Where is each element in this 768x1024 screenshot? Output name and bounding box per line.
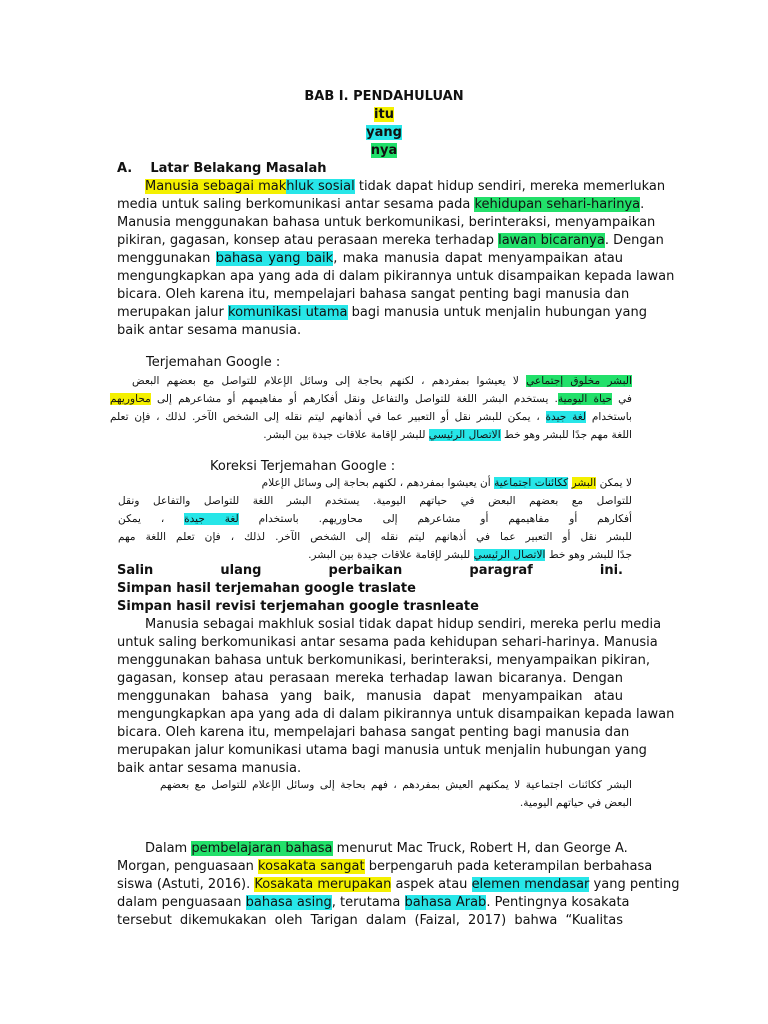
koreksi-ar-line-3 [118,510,632,528]
correction-label: Koreksi Terjemahan Google : [210,459,396,474]
para2-line-5: menggunakan bahasa yang baik, manusia dapat menyampaikan atau [117,689,623,704]
highlight: Manusia sebagai mak [145,179,287,194]
highlight: hluk sosial [286,179,355,194]
highlight: الاتصال الرئيسي [473,549,546,561]
text-run: جدًا للبشر وهو خط [545,549,632,561]
para1-line-1 [117,178,666,196]
instruction-simpan-1: Simpan hasil terjemahan google traslate [117,581,416,596]
text-run: tidak dapat hidup sendiri, mereka memerlukan [354,179,666,194]
para2-line-2: untuk saling berkomunikasi antar sesama pada kehidupan sehari-harinya. Manusia [117,635,658,650]
section-heading [117,160,623,178]
highlight: لغة جيدة [184,513,239,525]
text-run: menurut Mac Truck, Robert H, dan George A. [332,841,628,856]
para1-line-6: mengungkapkan apa yang ada di dalam pikirannya untuk disampaikan kepada lawan [117,269,675,284]
text-run: Morgan, penguasaan [117,859,259,874]
text-run: dalam penguasaan [117,895,246,910]
text-run: , terutama [331,895,405,910]
text-run: . يستخدم البشر اللغة للتواصل والتفاعل ونقل أفكارهم أو مفاهيمهم أو مشاعرهم إلى [150,393,558,405]
instruction-salin: Salin ulang perbaikan paragraf ini. [117,563,623,578]
text-run: media untuk saling berkomunikasi antar sesama pada [117,197,475,212]
para2-line-1: Manusia sebagai makhluk sosial tidak dapat hidup sendiri, mereka perlu media [145,617,662,632]
koreksi-ar-line-1 [261,474,632,492]
highlight: lawan bicaranya [498,233,605,248]
section-heading-text: Latar Belakang Masalah [150,161,327,176]
highlight: البشر [571,477,597,489]
para1-line-8 [117,304,647,322]
highlight: Kosakata merupakan [254,877,392,892]
para3-line-5: tersebut dikemukakan oleh Tarigan dalam (Faizal, 2017) bahwa “Kualitas [117,913,623,928]
para3-line-4 [117,894,630,912]
para2-line-7: bicara. Oleh karena itu, mempelajari bahasa sangat penting bagi manusia dan [117,725,630,740]
para1-line-2 [117,196,645,214]
text-run: berpengaruh pada keterampilan berbahasa [364,859,653,874]
title-word-nya [0,142,768,160]
text-run: لا يمكن [596,477,632,489]
highlight: bahasa yang baik [215,251,334,266]
para2-line-4: gagasan, konsep atau perasaan mereka terhadap lawan bicaranya. Dengan [117,671,623,686]
title-word-itu [0,106,768,124]
highlight: pembelajaran bahasa [191,841,333,856]
final-ar-line-1: البشر ككائنات اجتماعية لا يمكنهم العيش بمفردهم ، فهم بحاجة إلى وسائل الإعلام للتواصل مع بعضهم [160,779,632,791]
highlight: البشر مخلوق إجتماعي [526,375,632,387]
section-letter: A. [117,161,133,176]
highlight: محاوريهم [110,393,151,405]
text-run: . [640,197,645,212]
text-run: yang penting [589,877,680,892]
text-run: . Pentingnya kosakata [486,895,630,910]
para1-line-9: baik antar sesama manusia. [117,323,302,338]
para2-line-8: merupakan jalur komunikasi utama bagi manusia untuk menjalin hubungan yang [117,743,647,758]
text-run: . Dengan [604,233,664,248]
text-run: في [611,393,632,405]
text-run: Dalam [145,841,192,856]
text-run: للبشر لإقامة علاقات جيدة بين البشر. [263,429,429,441]
text-run: merupakan jalur [117,305,229,320]
google-ar-line-3 [110,408,632,426]
text-run: أن يعيشوا بمفردهم ، لكنهم بحاجة إلى وسائل الإعلام [261,477,495,489]
chapter-title: BAB I. PENDAHULUAN [304,89,464,104]
text-run: bagi manusia untuk menjalin hubungan yang [347,305,647,320]
highlight: elemen mendasar [471,877,590,892]
koreksi-ar-line-4: للبشر نقل أو التعبير عما في أذهانهم ليتم نقله إلى الشخص الآخر. لذلك ، فإن تعلم اللغة مهم [118,531,632,543]
text-run: , maka manusia dapat menyampaikan atau [333,251,623,266]
text-run: ، يمكن للبشر نقل أو التعبير عما في أذهانهم ليتم نقله إلى الشخص الآخر. لذلك ، فإن تعلم [110,411,546,423]
para1-line-5 [117,250,623,268]
google-translation-label: Terjemahan Google : [146,355,281,370]
final-ar-line-2: البعض في حياتهم اليومية. [519,797,632,809]
google-ar-line-2 [110,390,632,408]
highlight: itu [374,107,394,122]
highlight: لغة جيدة [545,411,587,423]
para1-line-4 [117,232,664,250]
text-run: menggunakan [117,251,216,266]
para2-line-6: mengungkapkan apa yang ada di dalam pikirannya untuk disampaikan kepada lawan [117,707,675,722]
text-run: aspek atau [391,877,472,892]
para1-line-7: bicara. Oleh karena itu, mempelajari bahasa sangat penting bagi manusia dan [117,287,630,302]
text-run: للبشر لإقامة علاقات جيدة بين البشر. [308,549,474,561]
highlight: yang [366,125,402,140]
text-run: siswa (Astuti, 2016). [117,877,255,892]
para2-line-3: menggunakan bahasa untuk berkomunikasi, berinteraksi, menyampaikan pikiran, [117,653,650,668]
highlight: حياة اليومية [557,393,612,405]
text-run: pikiran, gagasan, konsep atau perasaan mereka terhadap [117,233,499,248]
text-run: أفكارهم أو مفاهيمهم أو مشاعرهم إلى محاوريهم. باستخدام [238,513,632,525]
google-ar-line-1 [132,372,632,390]
para1-line-3: Manusia menggunakan bahasa untuk berkomunikasi, berinteraksi, menyampaikan [117,215,656,230]
google-ar-line-4 [110,426,632,444]
para3-line-2 [117,858,653,876]
highlight: kosakata sangat [258,859,365,874]
highlight: komunikasi utama [228,305,348,320]
instruction-simpan-2: Simpan hasil revisi terjemahan google trasnleate [117,599,479,614]
text-run: لا يعيشوا بمفردهم ، لكنهم بحاجة إلى وسائل الإعلام للتواصل مع بعضهم البعض [132,375,527,387]
para3-line-1 [117,840,628,858]
text-run: ، يمكن [118,513,185,525]
text-run: اللغة مهم جدًا للبشر وهو خط [500,429,632,441]
text-run: باستخدام [586,411,632,423]
para2-line-9: baik antar sesama manusia. [117,761,302,776]
highlight: nya [370,143,398,158]
highlight: bahasa asing [245,895,332,910]
highlight: الاتصال الرئيسي [428,429,501,441]
para3-line-3 [117,876,680,894]
highlight: ككائنات اجتماعية [494,477,569,489]
highlight: kehidupan sehari-harinya [474,197,641,212]
koreksi-ar-line-2: للتواصل مع بعضهم البعض في حياتهم اليومية. يستخدم البشر اللغة للتواصل والتفاعل ونقل [118,495,632,507]
highlight: bahasa Arab [404,895,487,910]
title-word-yang [0,124,768,142]
